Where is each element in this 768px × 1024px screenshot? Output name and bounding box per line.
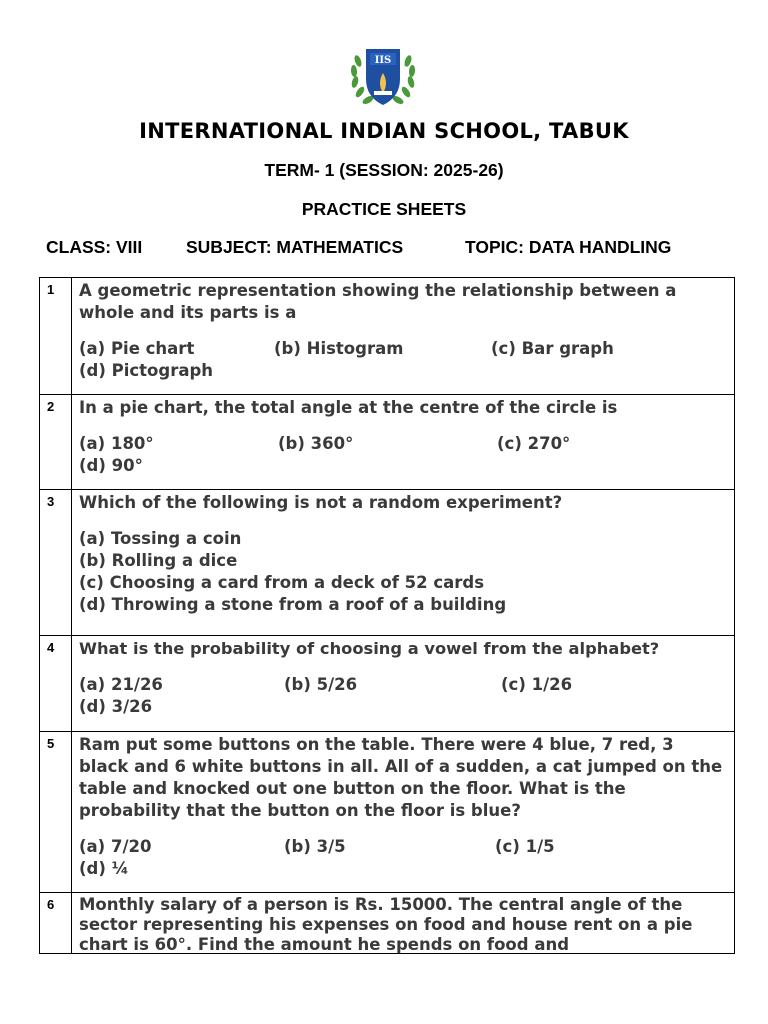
question-row — [40, 395, 735, 490]
question-number: 6 — [40, 893, 72, 954]
question-cell — [72, 636, 735, 732]
option-c: (c) 1/26 — [501, 675, 573, 694]
question-cell — [72, 732, 735, 893]
question-row — [40, 893, 735, 954]
question-number: 5 — [40, 732, 72, 893]
option-a: (a) Tossing a coin — [79, 529, 242, 548]
option-c: (c) Bar graph — [491, 339, 614, 358]
questions-table — [39, 277, 735, 954]
question-number: 3 — [40, 490, 72, 636]
options — [79, 338, 728, 382]
question-number: 4 — [40, 636, 72, 732]
option-c: (c) Choosing a card from a deck of 52 cards — [79, 573, 485, 592]
question-row — [40, 278, 735, 395]
topic-label: TOPIC: DATA HANDLING — [465, 237, 672, 257]
options — [79, 674, 728, 718]
term-session: TERM- 1 (SESSION: 2025-26) — [264, 160, 504, 180]
question-text: Ram put some buttons on the table. There were 4 blue, 7 red, 3 black and 6 white buttons in all. All of a sudden, a cat jumped on the table and knocked out one button on the floor. What is the probability that the button on the floor is blue? — [79, 735, 723, 820]
option-a: (a) 21/26 — [79, 675, 163, 694]
school-name: INTERNATIONAL INDIAN SCHOOL, TABUK — [139, 119, 629, 143]
option-b: (b) Rolling a dice — [79, 551, 238, 570]
question-text: In a pie chart, the total angle at the centre of the circle is — [79, 398, 618, 417]
options — [79, 433, 728, 477]
question-row — [40, 490, 735, 636]
option-b: (b) 3/5 — [284, 837, 346, 856]
option-b: (b) 360° — [278, 434, 354, 453]
question-text: A geometric representation showing the relationship between a whole and its parts is a — [79, 281, 677, 322]
option-c: (c) 270° — [497, 434, 571, 453]
options — [79, 836, 728, 880]
option-d: (d) 3/26 — [79, 697, 153, 716]
question-cell — [72, 278, 735, 395]
option-d: (d) 90° — [79, 456, 143, 475]
subject-label: SUBJECT: MATHEMATICS — [186, 237, 404, 257]
option-d: (d) Throwing a stone from a roof of a building — [79, 595, 507, 614]
option-b: (b) 5/26 — [284, 675, 358, 694]
question-number: 1 — [40, 278, 72, 395]
question-number: 2 — [40, 395, 72, 490]
school-logo — [346, 43, 420, 109]
question-cell — [72, 893, 735, 954]
option-a: (a) 180° — [79, 434, 154, 453]
option-a: (a) Pie chart — [79, 339, 195, 358]
option-c: (c) 1/5 — [495, 837, 555, 856]
question-row — [40, 636, 735, 732]
options — [79, 528, 728, 616]
sheet-title: PRACTICE SHEETS — [301, 199, 467, 219]
question-cell — [72, 395, 735, 490]
question-row — [40, 732, 735, 893]
question-cell — [72, 490, 735, 636]
class-label: CLASS: VIII — [46, 237, 143, 257]
question-text: What is the probability of choosing a vowel from the alphabet? — [79, 639, 660, 658]
logo-text: IIS — [374, 55, 392, 66]
option-d: (d) ¼ — [79, 859, 129, 878]
option-d: (d) Pictograph — [79, 361, 214, 380]
question-text: Monthly salary of a person is Rs. 15000. The central angle of the sector representing his expenses on food and house rent on a pie chart is 60°. Find the amount he spends on food and — [79, 895, 693, 953]
question-text: Which of the following is not a random experiment? — [79, 493, 563, 512]
option-b: (b) Histogram — [274, 339, 404, 358]
option-a: (a) 7/20 — [79, 837, 152, 856]
